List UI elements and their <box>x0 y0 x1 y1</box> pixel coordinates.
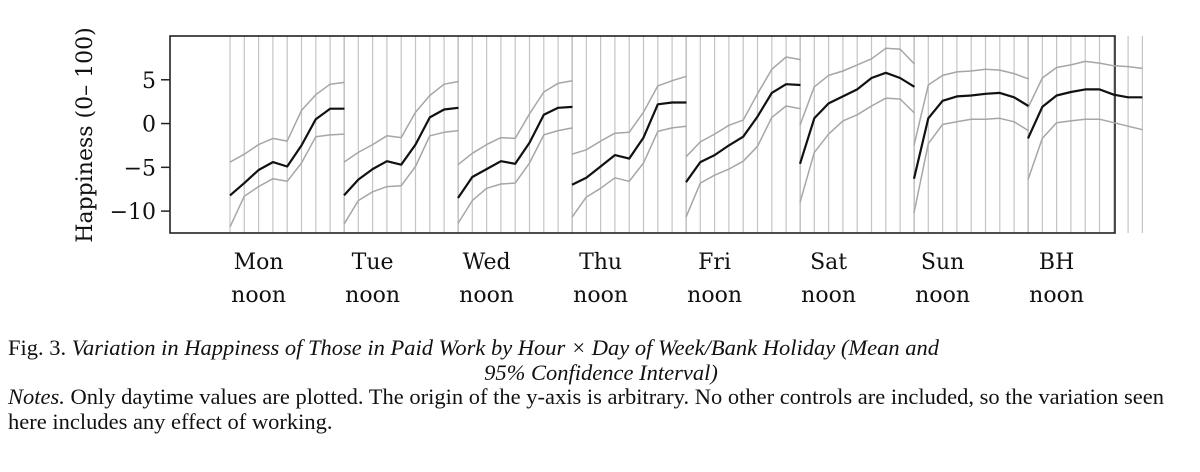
x-tick-sublabel: noon <box>231 283 287 308</box>
x-tick-label: Fri <box>698 250 732 275</box>
x-tick-sublabel: noon <box>801 283 857 308</box>
y-tick-label: −5 <box>123 156 156 182</box>
x-tick-sublabel: noon <box>459 283 515 308</box>
x-tick-sublabel: noon <box>687 283 743 308</box>
x-tick-label: Tue <box>351 250 394 275</box>
figure-caption <box>8 336 1194 434</box>
figure-title-line1: Variation in Happiness of Those in Paid Work by Hour × Day of Week/Bank Holiday (Mean and <box>71 335 939 360</box>
x-tick-label: BH <box>1038 250 1075 275</box>
x-tick-label: Sat <box>810 250 848 275</box>
x-tick-sublabel: noon <box>573 283 629 308</box>
x-tick-label: Sun <box>920 250 965 275</box>
x-tick-sublabel: noon <box>1029 283 1085 308</box>
x-tick-sublabel: noon <box>345 283 401 308</box>
y-axis-label: Happiness (0– 100) <box>73 27 98 243</box>
notes-label: Notes. <box>8 384 65 410</box>
plot-frame <box>170 36 1115 233</box>
x-tick-label: Wed <box>462 250 511 275</box>
y-tick-label: −10 <box>109 200 156 226</box>
y-tick-label: 0 <box>142 112 156 138</box>
figure-title-line2: 95% Confidence Interval) <box>484 359 718 385</box>
figure-label: Fig. 3. <box>8 335 67 360</box>
x-tick-label: Mon <box>233 250 284 275</box>
y-tick-label: 5 <box>142 68 156 94</box>
x-tick-label: Thu <box>579 250 623 275</box>
notes-text: Only daytime values are plotted. The origin of the y-axis is arbitrary. No other controls are included, so the variation seen here includes any effect of working. <box>8 384 1164 434</box>
x-tick-sublabel: noon <box>915 283 971 308</box>
